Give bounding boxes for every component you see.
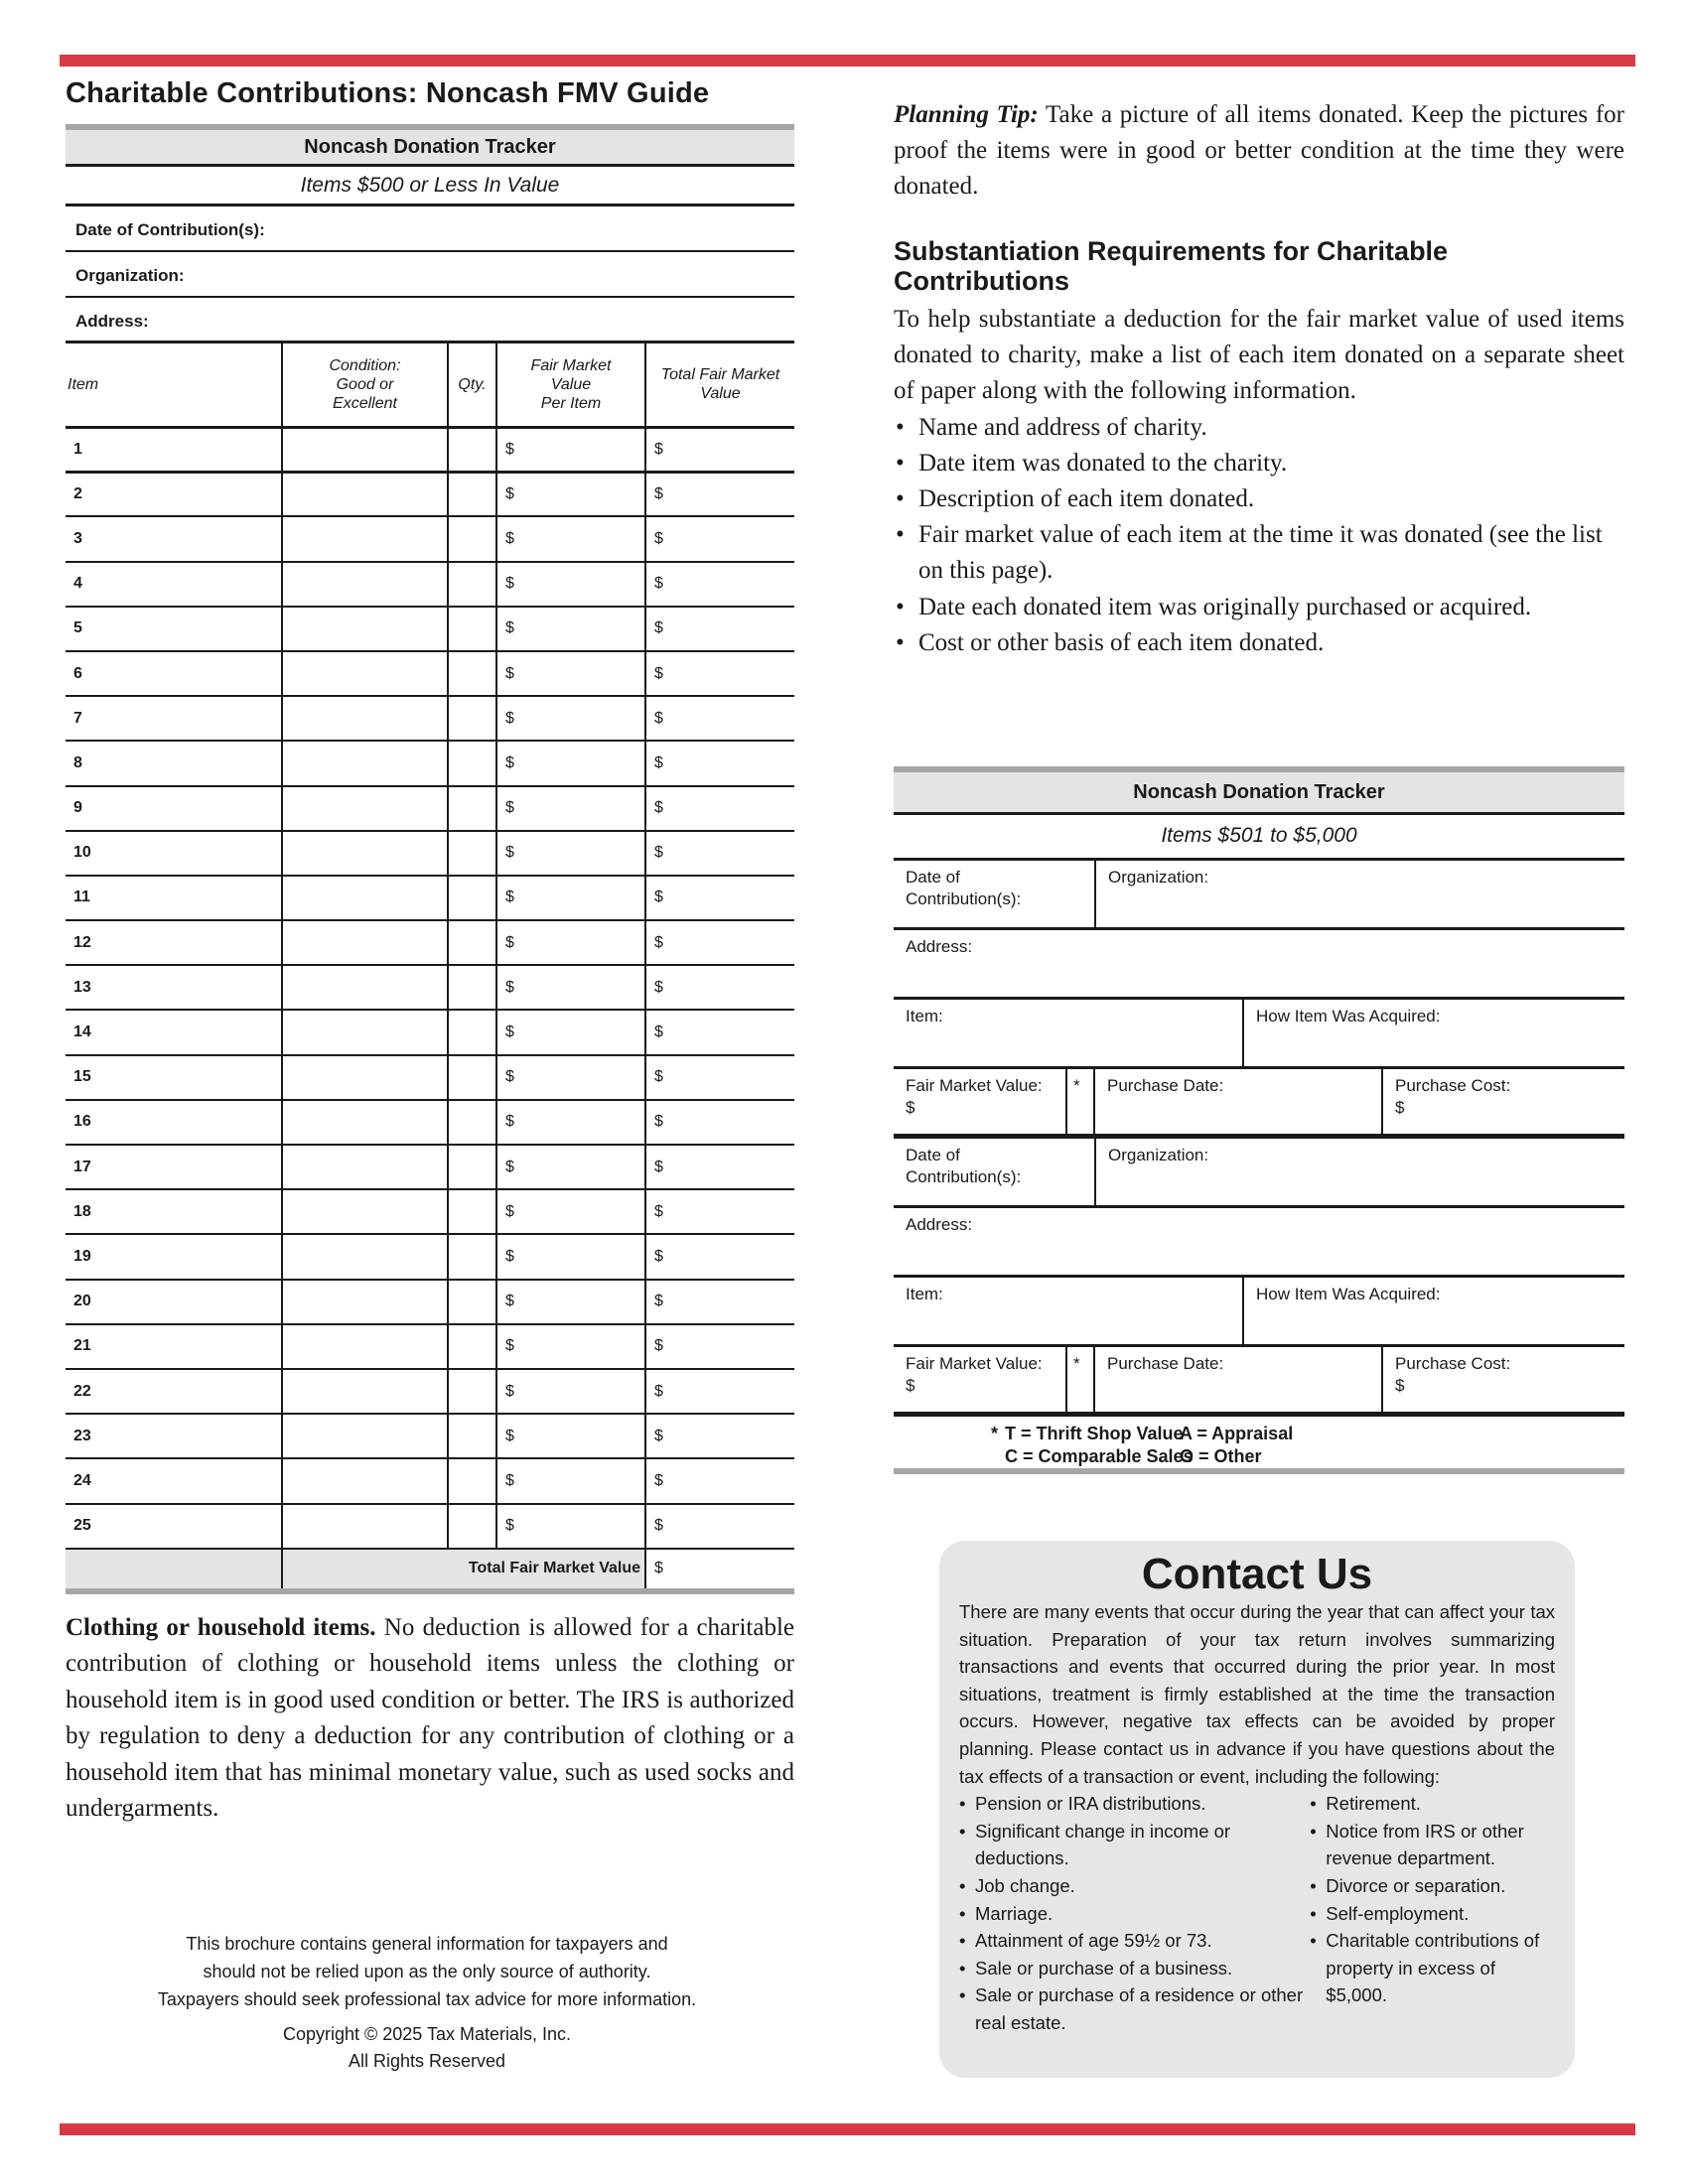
page-title: Charitable Contributions: Noncash FMV Guide <box>66 77 710 109</box>
total-fmv-cell[interactable]: $ <box>645 965 794 1010</box>
table-row <box>66 696 794 741</box>
total-fmv-cell[interactable]: $ <box>645 427 794 472</box>
date-of-contribution-field[interactable] <box>894 1139 1094 1205</box>
purchase-date-label: Purchase Date: <box>1107 1354 1224 1373</box>
total-fmv-cell[interactable]: $ <box>645 920 794 965</box>
condition-cell[interactable] <box>282 1234 448 1279</box>
qty-cell[interactable] <box>448 1055 496 1100</box>
contact-title: Contact Us <box>1141 1550 1373 1598</box>
total-fmv-cell[interactable]: $ <box>645 1324 794 1369</box>
fmv-per-item-cell[interactable]: $ <box>496 831 645 876</box>
planning-tip <box>894 97 1624 205</box>
purchase-cost-currency: $ <box>1395 1376 1405 1395</box>
condition-cell[interactable] <box>282 696 448 741</box>
col-total-line1: Total Fair Market <box>660 366 780 384</box>
list-item: • Attainment of age 59½ or 73. <box>959 1927 1310 1955</box>
date-of-contribution-field[interactable] <box>894 861 1094 927</box>
item-number[interactable]: 20 <box>66 1280 282 1324</box>
fmv-per-item-cell[interactable]: $ <box>496 562 645 607</box>
legend-thrift: T = Thrift Shop Value <box>1005 1424 1184 1443</box>
legend-other: O = Other <box>1180 1446 1262 1466</box>
col-fmv-line1: Fair Market <box>530 356 612 374</box>
fmv-per-item-cell[interactable]: $ <box>496 876 645 920</box>
qty-cell[interactable] <box>448 920 496 965</box>
col-item: Item <box>66 343 282 427</box>
condition-cell[interactable] <box>282 1369 448 1414</box>
fmv-per-item-cell[interactable]: $ <box>496 1369 645 1414</box>
date-label-line1: Date of <box>906 1146 960 1164</box>
noncash-tracker-large <box>894 766 1624 1474</box>
fmv-per-item-cell[interactable]: $ <box>496 696 645 741</box>
col-total-line2: Value <box>700 385 741 403</box>
col-condition-line3: Excellent <box>333 394 397 412</box>
item-field[interactable] <box>894 1278 1242 1344</box>
condition-cell[interactable] <box>282 1324 448 1369</box>
tracker-entries <box>894 861 1624 1417</box>
planning-tip-text: Take a picture of all items donated. Keep the pictures for proof the items were in good or better condition at the time they were donated. <box>894 101 1624 200</box>
item-number[interactable]: 1 <box>66 427 282 472</box>
purchase-cost-label: Purchase Cost: <box>1395 1076 1511 1095</box>
fmv-label: Fair Market Value: <box>906 1354 1043 1373</box>
tracker-subtitle: Items $500 or Less In Value <box>66 167 794 206</box>
item-number[interactable]: 17 <box>66 1145 282 1189</box>
clothing-body: No deduction is allowed for a charitable contribution of clothing or household items unless the clothing or household item is in good used condition or better. The IRS is authorized by regulation to deny a deduction for any contribution of clothing or a household item that has minimal monetary value, such as used socks and undergarments. <box>66 1614 795 1823</box>
date-org-row <box>894 1139 1624 1208</box>
substantiation-list <box>894 410 1624 661</box>
qty-cell[interactable] <box>448 1145 496 1189</box>
total-fmv-cell[interactable]: $ <box>645 1369 794 1414</box>
table-row <box>66 1189 794 1234</box>
total-fmv-cell[interactable]: $ <box>645 1189 794 1234</box>
table-row <box>66 1100 794 1145</box>
item-number[interactable]: 2 <box>66 472 282 516</box>
bottom-accent-bar <box>60 2123 1635 2135</box>
qty-cell[interactable] <box>448 1280 496 1324</box>
clothing-household-note <box>66 1610 794 1827</box>
item-number[interactable]: 13 <box>66 965 282 1010</box>
fmv-currency: $ <box>906 1098 915 1117</box>
condition-cell[interactable] <box>282 1100 448 1145</box>
total-row <box>66 1549 794 1591</box>
total-fmv-cell[interactable]: $ <box>645 831 794 876</box>
item-row <box>894 1000 1624 1069</box>
rights-reserved-line: All Rights Reserved <box>348 2051 506 2071</box>
qty-cell[interactable] <box>448 965 496 1010</box>
item-number[interactable]: 16 <box>66 1100 282 1145</box>
item-number[interactable]: 10 <box>66 831 282 876</box>
total-fmv-cell[interactable]: $ <box>645 1010 794 1054</box>
purchase-cost-field[interactable] <box>1381 1069 1624 1134</box>
table-row <box>66 920 794 965</box>
legend-appraisal: A = Appraisal <box>1180 1424 1294 1443</box>
condition-cell[interactable] <box>282 516 448 561</box>
date-of-contribution-field[interactable]: Date of Contribution(s): <box>66 206 794 252</box>
table-row <box>66 562 794 607</box>
fmv-per-item-cell[interactable]: $ <box>496 786 645 831</box>
fmv-per-item-cell[interactable]: $ <box>496 1010 645 1054</box>
table-row <box>66 1280 794 1324</box>
condition-cell[interactable] <box>282 1010 448 1054</box>
contact-list-right <box>1310 1790 1555 2036</box>
fmv-per-item-cell[interactable]: $ <box>496 741 645 785</box>
fmv-per-item-cell[interactable]: $ <box>496 516 645 561</box>
item-number[interactable]: 21 <box>66 1324 282 1369</box>
fmv-per-item-cell[interactable]: $ <box>496 427 645 472</box>
total-fmv-cell[interactable]: $ <box>645 472 794 516</box>
qty-cell[interactable] <box>448 472 496 516</box>
condition-cell[interactable] <box>282 965 448 1010</box>
purchase-cost-currency: $ <box>1395 1098 1405 1117</box>
organization-label: Organization: <box>1108 1146 1209 1164</box>
items-table-body <box>66 427 794 1549</box>
method-asterisk: * <box>1073 1354 1080 1373</box>
condition-cell[interactable] <box>282 427 448 472</box>
fair-market-value-field[interactable] <box>894 1069 1065 1134</box>
total-fmv-cell[interactable]: $ <box>645 786 794 831</box>
total-fmv-cell[interactable]: $ <box>645 607 794 651</box>
substantiation-intro: To help substantiate a deduction for the fair market value of used items donated to charity, make a list of each item donated on a separate sheet of paper along with the following information. <box>894 306 1624 405</box>
table-row <box>66 786 794 831</box>
contact-body: There are many events that occur during the year that can affect your tax situation. Preparation of your tax return involves summarizing transactions and events that occurred during the prior year. In most situations, treatment is firmly established at the time the transaction occurs. However, negative tax effects can be avoided by proper planning. Please contact us in advance if you have questions about the tax effects of a transaction or event, including the following: <box>959 1601 1555 1787</box>
list-item: • Fair market value of each item at the time it was donated (see the list on this page). <box>894 517 1624 589</box>
address-row <box>894 930 1624 1000</box>
table-row <box>66 1504 794 1549</box>
date-org-row <box>894 861 1624 930</box>
total-fmv-cell[interactable]: $ <box>645 1458 794 1503</box>
purchase-cost-label: Purchase Cost: <box>1395 1354 1511 1373</box>
condition-cell[interactable] <box>282 607 448 651</box>
table-row <box>66 876 794 920</box>
date-label-line2: Contribution(s): <box>906 889 1022 908</box>
date-label-line2: Contribution(s): <box>906 1167 1022 1186</box>
fair-market-value-field[interactable] <box>894 1347 1065 1412</box>
qty-cell[interactable] <box>448 1010 496 1054</box>
item-number[interactable]: 15 <box>66 1055 282 1100</box>
qty-cell[interactable] <box>448 516 496 561</box>
tracker-entry <box>894 1139 1624 1417</box>
condition-cell[interactable] <box>282 1145 448 1189</box>
legend-asterisk: * <box>991 1424 999 1443</box>
qty-cell[interactable] <box>448 831 496 876</box>
col-fmv-per-item <box>496 343 645 427</box>
list-item: • Cost or other basis of each item donated. <box>894 625 1624 661</box>
col-fmv-line2: Value <box>550 375 592 393</box>
list-item: • Pension or IRA distributions. <box>959 1790 1310 1818</box>
table-row <box>66 651 794 696</box>
item-number[interactable]: 14 <box>66 1010 282 1054</box>
total-fmv-cell[interactable]: $ <box>645 1145 794 1189</box>
substantiation-title: Substantiation Requirements for Charitable Contributions <box>894 236 1449 296</box>
item-number[interactable]: 12 <box>66 920 282 965</box>
method-legend <box>894 1417 1624 1474</box>
qty-cell[interactable] <box>448 786 496 831</box>
clothing-lead: Clothing or household items. <box>66 1614 376 1641</box>
value-row <box>894 1347 1624 1417</box>
list-item: • Sale or purchase of a business. <box>959 1955 1310 1982</box>
noncash-tracker-small <box>66 124 794 1594</box>
qty-cell[interactable] <box>448 741 496 785</box>
disclaimer-line: should not be relied upon as the only source of authority. <box>203 1962 651 1981</box>
condition-cell[interactable] <box>282 1414 448 1458</box>
item-label: Item: <box>906 1285 943 1303</box>
fmv-per-item-cell[interactable]: $ <box>496 1458 645 1503</box>
condition-cell[interactable] <box>282 876 448 920</box>
qty-cell[interactable] <box>448 1458 496 1503</box>
item-label: Item: <box>906 1007 943 1025</box>
total-fmv-cell[interactable]: $ <box>645 1100 794 1145</box>
substantiation-body <box>894 302 1624 661</box>
address-label: Address: <box>906 937 973 956</box>
total-fmv-cell[interactable]: $ <box>645 696 794 741</box>
item-field[interactable] <box>894 1000 1242 1066</box>
total-fmv-cell[interactable]: $ <box>645 651 794 696</box>
fmv-per-item-cell[interactable]: $ <box>496 1055 645 1100</box>
list-item: • Date each donated item was originally purchased or acquired. <box>894 590 1624 625</box>
fmv-per-item-cell[interactable]: $ <box>496 1145 645 1189</box>
list-item: • Notice from IRS or other revenue department. <box>1310 1818 1555 1872</box>
fmv-per-item-cell[interactable]: $ <box>496 965 645 1010</box>
items-table-header <box>66 343 794 427</box>
fmv-per-item-cell[interactable]: $ <box>496 1100 645 1145</box>
copyright <box>109 2021 745 2075</box>
date-label-line1: Date of <box>906 868 960 887</box>
top-accent-bar <box>60 55 1635 67</box>
total-row-spacer <box>66 1549 282 1591</box>
qty-cell[interactable] <box>448 1189 496 1234</box>
tracker-header: Noncash Donation Tracker <box>894 766 1624 815</box>
qty-cell[interactable] <box>448 876 496 920</box>
list-item: • Job change. <box>959 1872 1310 1900</box>
total-fmv-cell[interactable]: $ <box>645 1234 794 1279</box>
qty-cell[interactable] <box>448 1100 496 1145</box>
qty-cell[interactable] <box>448 1414 496 1458</box>
organization-field[interactable]: Organization: <box>66 252 794 298</box>
organization-label: Organization: <box>1108 868 1209 887</box>
table-row <box>66 427 794 472</box>
purchase-date-field[interactable] <box>1093 1069 1381 1134</box>
item-number[interactable]: 4 <box>66 562 282 607</box>
legend-comparable: C = Comparable Sales <box>1005 1446 1194 1466</box>
disclaimer-line: This brochure contains general information for taxpayers and <box>186 1934 668 1954</box>
address-field[interactable] <box>894 1208 1624 1275</box>
tracker-header: Noncash Donation Tracker <box>66 124 794 167</box>
condition-cell[interactable] <box>282 1055 448 1100</box>
list-item: • Divorce or separation. <box>1310 1872 1555 1900</box>
how-acquired-field[interactable] <box>1242 1000 1624 1066</box>
address-field[interactable] <box>894 930 1624 997</box>
disclaimer-line: Taxpayers should seek professional tax advice for more information. <box>157 1989 697 2009</box>
col-condition-line1: Condition: <box>329 356 401 374</box>
fmv-per-item-cell[interactable]: $ <box>496 1234 645 1279</box>
qty-cell[interactable] <box>448 1369 496 1414</box>
total-fmv-cell[interactable]: $ <box>645 516 794 561</box>
condition-cell[interactable] <box>282 1458 448 1503</box>
total-fmv-cell[interactable]: $ <box>645 1055 794 1100</box>
fmv-per-item-cell[interactable]: $ <box>496 472 645 516</box>
address-field[interactable]: Address: <box>66 298 794 343</box>
table-row <box>66 831 794 876</box>
item-row <box>894 1278 1624 1347</box>
legend-left <box>894 1423 1194 1468</box>
fmv-per-item-cell[interactable]: $ <box>496 1324 645 1369</box>
purchase-cost-field[interactable] <box>1381 1347 1624 1412</box>
condition-cell[interactable] <box>282 1280 448 1324</box>
table-row <box>66 1010 794 1054</box>
col-total-fmv <box>645 343 794 427</box>
qty-cell[interactable] <box>448 607 496 651</box>
qty-cell[interactable] <box>448 651 496 696</box>
fmv-per-item-cell[interactable]: $ <box>496 1189 645 1234</box>
copyright-line: Copyright © 2025 Tax Materials, Inc. <box>282 2024 572 2044</box>
item-number[interactable]: 19 <box>66 1234 282 1279</box>
item-number[interactable]: 11 <box>66 876 282 920</box>
table-row <box>66 516 794 561</box>
total-fmv-cell[interactable]: $ <box>645 562 794 607</box>
table-row <box>66 1234 794 1279</box>
method-asterisk: * <box>1073 1076 1080 1095</box>
item-number[interactable]: 22 <box>66 1369 282 1414</box>
purchase-date-label: Purchase Date: <box>1107 1076 1224 1095</box>
table-row <box>66 1324 794 1369</box>
list-item: • Marriage. <box>959 1900 1310 1928</box>
fmv-per-item-cell[interactable]: $ <box>496 1414 645 1458</box>
tracker-subtitle: Items $501 to $5,000 <box>894 815 1624 861</box>
fmv-per-item-cell[interactable]: $ <box>496 651 645 696</box>
how-acquired-label: How Item Was Acquired: <box>1256 1285 1441 1303</box>
total-fmv-cell[interactable]: $ <box>645 876 794 920</box>
item-number[interactable]: 18 <box>66 1189 282 1234</box>
fmv-currency: $ <box>906 1376 915 1395</box>
total-fmv-input[interactable]: $ <box>645 1549 794 1591</box>
contact-event-lists <box>959 1790 1555 2036</box>
list-item: • Retirement. <box>1310 1790 1555 1818</box>
list-item: • Sale or purchase of a residence or other real estate. <box>959 1981 1310 2036</box>
table-row <box>66 1055 794 1100</box>
list-item: • Charitable contributions of property in excess of $5,000. <box>1310 1927 1555 2009</box>
condition-cell[interactable] <box>282 472 448 516</box>
table-row <box>66 1145 794 1189</box>
address-label: Address: <box>906 1215 973 1234</box>
fmv-label: Fair Market Value: <box>906 1076 1043 1095</box>
address-row <box>894 1208 1624 1278</box>
item-number[interactable]: 6 <box>66 651 282 696</box>
disclaimer <box>109 1930 745 2013</box>
contact-list-left <box>959 1790 1310 2036</box>
organization-field[interactable] <box>1094 861 1624 927</box>
list-item: • Description of each item donated. <box>894 481 1624 517</box>
item-number[interactable]: 5 <box>66 607 282 651</box>
col-condition-line2: Good or <box>336 375 394 393</box>
list-item: • Self-employment. <box>1310 1900 1555 1928</box>
planning-tip-label: Planning Tip: <box>894 101 1039 128</box>
total-fmv-cell[interactable]: $ <box>645 741 794 785</box>
total-fmv-label: Total Fair Market Value <box>282 1549 645 1591</box>
items-table <box>66 343 794 1594</box>
total-fmv-cell[interactable]: $ <box>645 1504 794 1549</box>
condition-cell[interactable] <box>282 1504 448 1549</box>
condition-cell[interactable] <box>282 831 448 876</box>
qty-cell[interactable] <box>448 1504 496 1549</box>
item-number[interactable]: 9 <box>66 786 282 831</box>
condition-cell[interactable] <box>282 1189 448 1234</box>
table-row <box>66 741 794 785</box>
how-acquired-field[interactable] <box>1242 1278 1624 1344</box>
table-row <box>66 1458 794 1503</box>
condition-cell[interactable] <box>282 562 448 607</box>
table-row <box>66 1369 794 1414</box>
table-row <box>66 607 794 651</box>
fmv-per-item-cell[interactable]: $ <box>496 1280 645 1324</box>
method-code-field[interactable] <box>1065 1069 1093 1134</box>
condition-cell[interactable] <box>282 741 448 785</box>
list-item: • Name and address of charity. <box>894 410 1624 446</box>
qty-cell[interactable] <box>448 1324 496 1369</box>
total-fmv-cell[interactable]: $ <box>645 1414 794 1458</box>
table-row <box>66 1414 794 1458</box>
qty-cell[interactable] <box>448 696 496 741</box>
item-number[interactable]: 8 <box>66 741 282 785</box>
condition-cell[interactable] <box>282 920 448 965</box>
value-row <box>894 1069 1624 1139</box>
col-condition <box>282 343 448 427</box>
legend-right <box>1142 1423 1293 1468</box>
list-item: • Date item was donated to the charity. <box>894 446 1624 481</box>
item-number[interactable]: 25 <box>66 1504 282 1549</box>
condition-cell[interactable] <box>282 786 448 831</box>
how-acquired-label: How Item Was Acquired: <box>1256 1007 1441 1025</box>
method-code-field[interactable] <box>1065 1347 1093 1412</box>
list-item: • Significant change in income or deductions. <box>959 1818 1310 1872</box>
qty-cell[interactable] <box>448 562 496 607</box>
fmv-per-item-cell[interactable]: $ <box>496 1504 645 1549</box>
purchase-date-field[interactable] <box>1093 1347 1381 1412</box>
condition-cell[interactable] <box>282 651 448 696</box>
item-number[interactable]: 7 <box>66 696 282 741</box>
item-number[interactable]: 24 <box>66 1458 282 1503</box>
organization-field[interactable] <box>1094 1139 1624 1205</box>
fmv-per-item-cell[interactable]: $ <box>496 920 645 965</box>
contact-us-box <box>939 1541 1575 2078</box>
qty-cell[interactable] <box>448 427 496 472</box>
item-number[interactable]: 23 <box>66 1414 282 1458</box>
col-fmv-line3: Per Item <box>540 394 602 412</box>
col-qty: Qty. <box>448 343 496 427</box>
qty-cell[interactable] <box>448 1234 496 1279</box>
fmv-per-item-cell[interactable]: $ <box>496 607 645 651</box>
table-row <box>66 965 794 1010</box>
total-fmv-cell[interactable]: $ <box>645 1280 794 1324</box>
table-row <box>66 472 794 516</box>
tracker-entry <box>894 861 1624 1139</box>
item-number[interactable]: 3 <box>66 516 282 561</box>
